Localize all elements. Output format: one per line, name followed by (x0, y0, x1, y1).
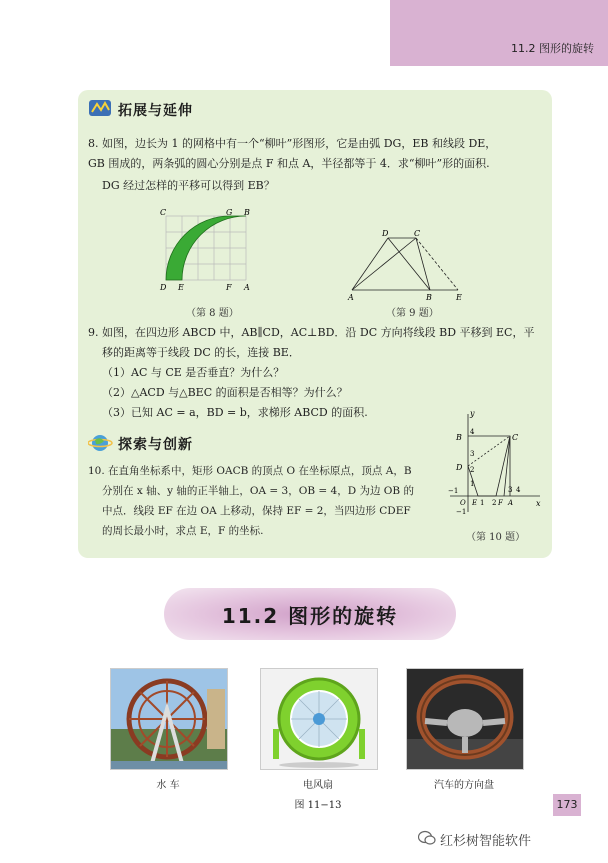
watermark-text: 红杉树智能软件 (440, 834, 532, 849)
figure-9-trapezoid (344, 226, 468, 304)
problem-10-line-1: 10. 在直角坐标系中，矩形 OACB 的顶点 O 在坐标原点，顶点 A，B (88, 465, 412, 477)
electric-fan-caption: 电风扇 (303, 780, 333, 791)
figure-10-coordinate-plane (444, 408, 544, 526)
problem-9-line-3: （1）AC 与 CE 是否垂直？为什么？ (102, 366, 285, 379)
section-title-extension: 拓展与延伸 (118, 103, 193, 119)
fig9-label-a: A (348, 293, 354, 302)
lesson-title: 11.2 图形的旋转 (221, 604, 399, 628)
section-title-explore: 探索与创新 (118, 437, 193, 453)
problem-10-line-4: 的周长最小时，求点 E，F 的坐标. (102, 525, 264, 537)
fig10-tick-ym1: −1 (456, 508, 467, 516)
fig9-label-b: B (426, 293, 432, 302)
figure-8-grid (158, 206, 266, 302)
fig10-tick-xm1: −1 (448, 487, 459, 495)
fig8-label-c: C (160, 208, 167, 217)
fig8-label-a: A (244, 283, 250, 292)
lesson-title-ribbon (164, 588, 456, 640)
waterwheel-caption: 水 车 (156, 780, 180, 791)
problem-9-line-5: （3）已知 AC = a，BD = b，求梯形 ABCD 的面积. (102, 406, 368, 419)
fig8-label-f: F (226, 283, 232, 292)
steering-wheel-caption: 汽车的方向盘 (434, 780, 494, 791)
figure-10-caption: （第 10 题） (466, 532, 526, 543)
fig9-label-c: C (414, 229, 421, 238)
globe-icon (88, 432, 114, 452)
fig10-tick-x3: 3 (508, 486, 513, 494)
page-number: 173 (553, 794, 581, 816)
problem-8-line-2: GB 围成的，两条弧的圆心分别是点 F 和点 A，半径都等于 4．求“柳叶”形的面积. (88, 157, 490, 170)
fig10-tick-y2: 2 (470, 466, 475, 474)
header-band (390, 0, 608, 66)
figure-9-caption: （第 9 题） (386, 308, 439, 319)
problem-9-line-1: 9. 如图，在四边形 ABCD 中，AB∥CD，AC⊥BD．沿 DC 方向将线段 BD 平移到 EC，平 (88, 326, 535, 339)
fig10-label-a: A (508, 499, 514, 507)
electric-fan-photo (260, 668, 378, 770)
fig8-label-g: G (226, 208, 233, 217)
waterwheel-photo (110, 668, 228, 770)
fig8-label-b: B (244, 208, 250, 217)
fig10-label-c: C (512, 433, 519, 442)
fig10-label-y: y (470, 409, 475, 418)
fig9-label-e: E (456, 293, 462, 302)
fig10-tick-x2: 2 (492, 499, 497, 507)
problem-10-line-3: 中点．线段 EF 在边 OA 上移动，保持 EF = 2，当四边形 CDEF (102, 505, 411, 517)
problem-10-line-2: 分别在 x 轴、y 轴的正半轴上，OA = 3，OB = 4，D 为边 OB 的 (102, 485, 414, 497)
problem-8-line-1: 8. 如图，边长为 1 的网格中有一个“柳叶”形图形，它是由弧 DG，EB 和线段 DE， (88, 137, 497, 150)
figure-caption: 图 11−13 (294, 800, 342, 811)
fig10-label-e: E (472, 499, 478, 507)
fig10-tick-x4: 4 (516, 486, 521, 494)
wechat-icon (418, 830, 436, 846)
figure-8-caption: （第 8 题） (186, 308, 239, 319)
fig10-label-x: x (536, 499, 541, 508)
problem-9-line-2: 移的距离等于线段 DC 的长，连接 BE． (102, 346, 300, 359)
fig8-label-d: D (160, 283, 167, 292)
fig10-label-o: O (460, 499, 466, 507)
fig10-tick-y4: 4 (470, 428, 475, 436)
fig10-label-d: D (456, 463, 463, 472)
fig10-tick-y1: 1 (470, 480, 475, 488)
steering-wheel-photo (406, 668, 524, 770)
fig8-label-e: E (178, 283, 184, 292)
fig9-label-d: D (382, 229, 389, 238)
fig10-label-b: B (456, 433, 462, 442)
fig10-label-f: F (498, 499, 503, 507)
problem-8-line-3: DG 经过怎样的平移可以得到 EB？ (102, 179, 275, 192)
fig10-tick-y3: 3 (470, 450, 475, 458)
header-title: 11.2 图形的旋转 (511, 42, 594, 55)
fig10-tick-x1: 1 (480, 499, 485, 507)
extension-icon (88, 98, 114, 118)
problem-9-line-4: （2）△ACD 与△BEC 的面积是否相等？为什么？ (102, 386, 348, 399)
